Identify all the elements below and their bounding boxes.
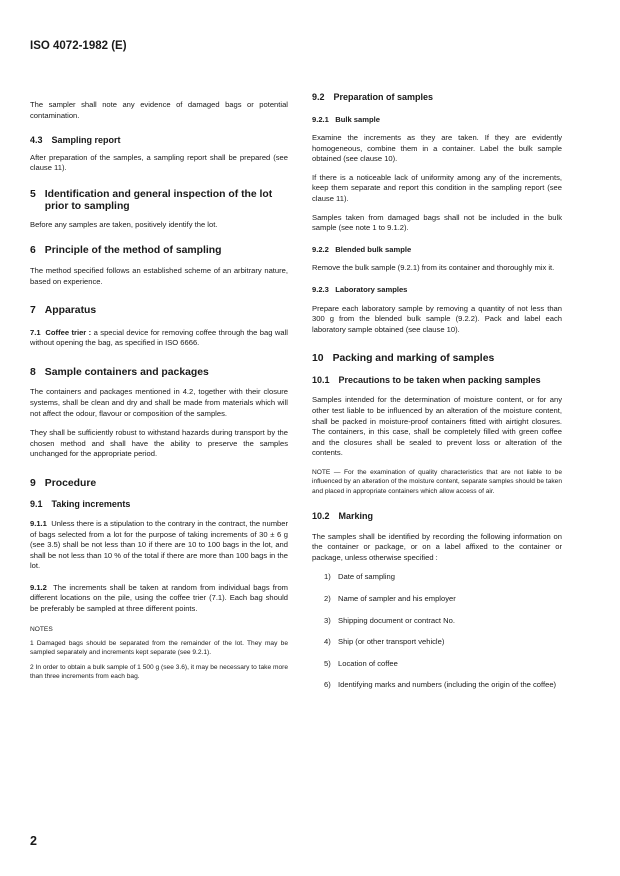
heading-6 xyxy=(30,245,288,258)
section-number: 10.2 xyxy=(312,511,330,522)
section-number: 7 xyxy=(30,305,36,317)
paragraph-10-1: Samples intended for the determination of moisture content, or for any other test liable to be influenced by an alteration of the moisture content, shall be packed in moisture-proof containers fitted with airtight closures. The containers, in this case, shall be completely filled with green coffee and the closures shall be sealed to prevent loss or alteration of the contents. xyxy=(312,395,562,458)
section-number: 9.2.3 xyxy=(312,285,329,295)
heading-9-2 xyxy=(312,92,562,104)
heading-10-1 xyxy=(312,375,562,387)
paragraph-10-2: The samples shall be identified by recording the following information on the container or package, or on a label affixed to the container or package, unless otherwise specified : xyxy=(312,531,562,562)
section-title: Procedure xyxy=(44,477,97,489)
item-number: 9.1.1 xyxy=(30,518,47,528)
list-item: 1) Date of sampling xyxy=(324,572,395,582)
section-number: 10 xyxy=(312,353,324,365)
paragraph-4-3: After preparation of the samples, a sampling report shall be prepared (see clause 11). xyxy=(30,152,288,173)
marking-list xyxy=(312,572,562,691)
document-header: ISO 4072-1982 (E) xyxy=(30,40,127,52)
right-column xyxy=(312,92,562,691)
heading-5 xyxy=(30,189,288,214)
list-item: 5) Location of coffee xyxy=(324,658,398,668)
paragraph-9-2-2: Remove the bulk sample (9.2.1) from its container and thoroughly mix it. xyxy=(312,263,555,273)
paragraph-8-2: They shall be sufficiently robust to withstand hazards during transport by the chosen method and shall have the ability to preserve the samples unchanged for the appropriate period. xyxy=(30,428,288,459)
item-number: 7.1 xyxy=(30,327,41,337)
notes-label: NOTES xyxy=(30,625,53,633)
item-text: Unless there is a stipulation to the contrary in the contract, the number of bags selected from a lot for the purpose of taking increments of 30 ± 6 g (see 3.5) shall be not less than 10 if there are 10 to 100 bags in the lot, and shall be not less than 10 % of the total if there are more than 100 bags in the lot. xyxy=(30,518,288,571)
item-number: 9.1.2 xyxy=(30,582,47,592)
list-item: 2) Name of sampler and his employer xyxy=(324,594,456,604)
section-number: 9.1 xyxy=(30,499,43,510)
section-title: Identification and general inspection of the lot prior to sampling xyxy=(44,188,273,213)
section-title: Preparation of samples xyxy=(333,92,434,102)
item-title: Coffee trier : xyxy=(45,327,92,337)
section-title: Marking xyxy=(338,511,374,522)
heading-4-3 xyxy=(30,135,288,147)
paragraph-8-1: The containers and packages mentioned in 4.2, together with their closure systems, shall be clean and dry and shall be made from materials which will not affect the odour, flavour or composition of the samples. xyxy=(30,387,288,418)
page-number: 2 xyxy=(30,834,37,848)
paragraph-9-2-3: Prepare each laboratory sample by removing a quantity of not less than 300 g from the blended bulk sample (9.2.2). Pack and label each laboratory sample obtained (see clause 10). xyxy=(312,303,562,334)
section-number: 8 xyxy=(30,366,36,378)
paragraph-9-1-1 xyxy=(30,519,288,572)
section-title: Laboratory samples xyxy=(335,285,408,295)
heading-9-2-2 xyxy=(312,245,562,256)
paragraph-5: Before any samples are taken, positively identify the lot. xyxy=(30,219,218,229)
section-title: Precautions to be taken when packing samples xyxy=(338,374,541,385)
paragraph-9-1-2 xyxy=(30,583,288,615)
section-number: 10.1 xyxy=(312,374,330,385)
heading-7 xyxy=(30,305,288,318)
section-number: 9.2 xyxy=(312,92,325,102)
item-text: The increments shall be taken at random from individual bags from different locations on the pile, using the coffee trier (7.1). Each bag should be preferably be sampled at three different points. xyxy=(30,582,288,614)
list-item: 6) Identifying marks and numbers (including the origin of the coffee) xyxy=(324,680,557,690)
section-title: Principle of the method of sampling xyxy=(44,245,222,257)
heading-8 xyxy=(30,367,288,380)
item-text: a special device for removing coffee through the bag wall without opening the bag, as specified in ISO 6666. xyxy=(30,327,288,348)
section-number: 6 xyxy=(30,245,36,257)
section-title: Packing and marking of samples xyxy=(332,353,495,365)
section-title: Blended bulk sample xyxy=(335,244,412,254)
section-title: Apparatus xyxy=(44,305,97,317)
section-title: Bulk sample xyxy=(335,114,380,124)
heading-9-2-3 xyxy=(312,285,562,296)
section-title: Taking increments xyxy=(51,499,131,510)
section-title: Sampling report xyxy=(51,135,121,146)
paragraph-9-2-1-a: Examine the increments as they are taken. If they are evidently homogeneous, combine them in a container. Label the bulk sample obtained (see clause 10). xyxy=(312,133,562,164)
section-number: 9 xyxy=(30,477,36,489)
paragraph-9-2-1-c: Samples taken from damaged bags shall not be included in the bulk sample (see note 1 to 9.1.2). xyxy=(312,212,562,233)
paragraph-9-2-1-b: If there is a noticeable lack of uniformity among any of the increments, keep them separate and report this condition in the sampling report (see clause 11). xyxy=(312,172,562,204)
list-item: 3) Shipping document or contract No. xyxy=(324,615,455,625)
section-number: 9.2.2 xyxy=(312,244,329,254)
note-10-1: NOTE — For the examination of quality characteristics that are not liable to be influenced by an alteration of the moisture content, separate samples should be taken and placed in appropriate containers which allow access of air. xyxy=(312,468,562,495)
heading-10 xyxy=(312,353,562,366)
heading-9-2-1 xyxy=(312,115,562,126)
paragraph-7-1 xyxy=(30,328,288,349)
section-number: 4.3 xyxy=(30,135,43,146)
paragraph-6: The method specified follows an established scheme of an arbitrary nature, based on experience. xyxy=(30,265,288,286)
section-number: 5 xyxy=(30,188,36,200)
list-item: 4) Ship (or other transport vehicle) xyxy=(324,637,445,647)
intro-paragraph: The sampler shall note any evidence of damaged bags or potential contamination. xyxy=(30,100,288,120)
heading-10-2 xyxy=(312,511,562,523)
section-title: Sample containers and packages xyxy=(44,366,209,378)
note-2: 2 In order to obtain a bulk sample of 1 500 g (see 3.6), it may be necessary to take more than three increments from each bag. xyxy=(30,663,288,681)
left-column xyxy=(30,92,288,682)
note-1: 1 Damaged bags should be separated from the remainder of the lot. They may be sampled separately and increments kept separate (see 9.2.1). xyxy=(30,640,288,657)
heading-9 xyxy=(30,478,288,491)
section-number: 9.2.1 xyxy=(312,114,329,124)
heading-9-1 xyxy=(30,499,288,511)
